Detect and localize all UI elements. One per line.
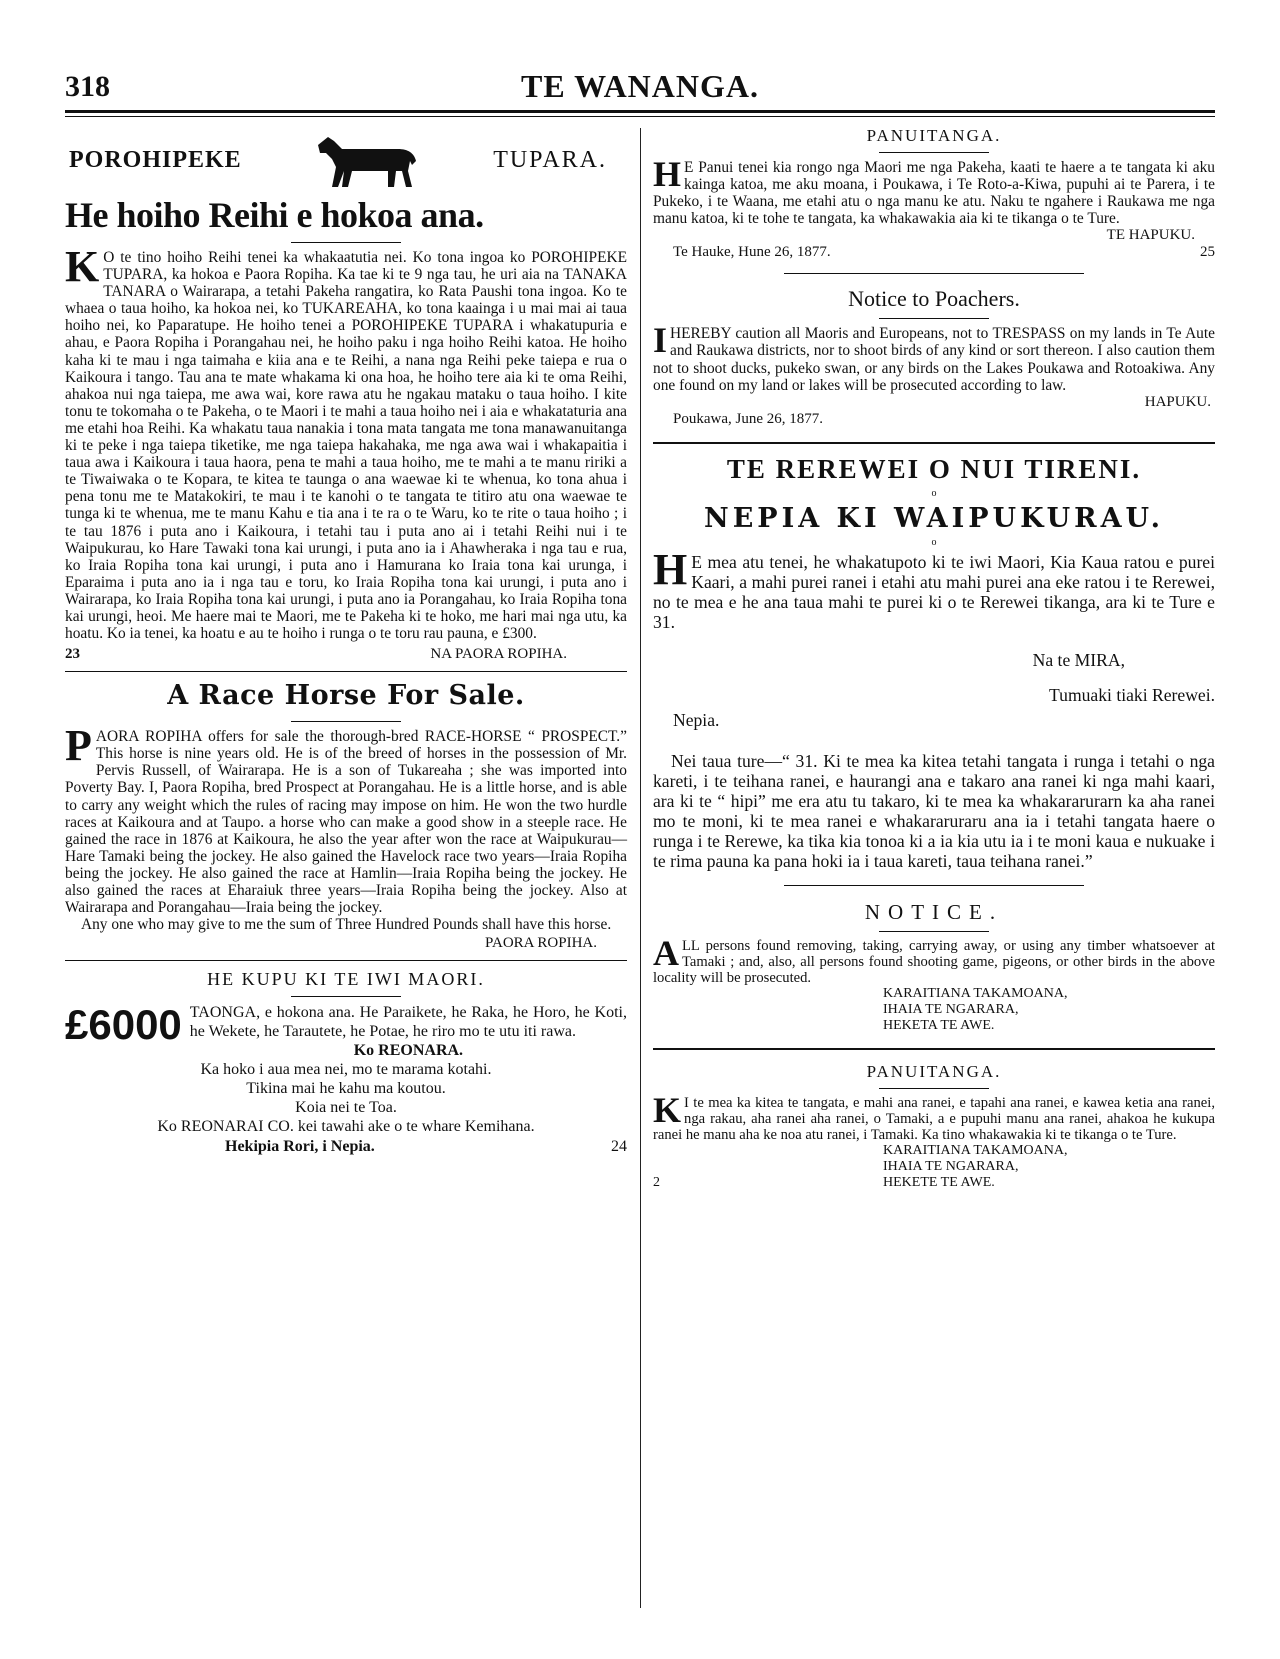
drop-cap: K bbox=[65, 242, 100, 291]
ad-line: Ka hoko i aua mea nei, mo te marama kotahi. bbox=[200, 1061, 492, 1079]
notice-footer bbox=[653, 244, 1215, 261]
drop-cap: H bbox=[653, 154, 682, 194]
railway-subtitle: NEPIA KI WAIPUKURAU. bbox=[704, 502, 1164, 534]
divider: o bbox=[931, 487, 937, 499]
notice-signatories bbox=[883, 986, 1215, 1034]
railway-signature-title: Tumuaki tiaki Rerewei. bbox=[1049, 684, 1215, 705]
section-rule bbox=[65, 671, 627, 672]
divider: o bbox=[931, 536, 937, 548]
divider bbox=[879, 152, 989, 153]
ad-body: PAORA ROPIHA offers for sale the thorough-bred RACE-HORSE “ PROSPECT.” This horse is nine years old. He is of the breed of horses in the possession of Mr. Pervis Russell, of Wairarapa. He is a son of Tukareaha ; she was imported into Poverty Bay. I, Paora Ropiha, bred Prospect at Porangahau. He is a little horse, and is able to carry any weight which the rules of racing may impose on him. He won the two hurdle races at Kaikoura and at Taupo. a horse who can make a good show in a steeple race. He gained the race in 1876 at Kaikoura, he also the year after won the race at Waipukurau—Hare Tamaki being the jockey. He also gained the Havelock race two years—Iraia Ropiha being the jockey. He also gained the race at Hamlin—Iraia Ropiha being the jockey. He also gained the races at Eharaiuk three years—Iraia Ropiha being the jockey. Also at Wairarapa and Porangahau—Iraia being the jockey. bbox=[65, 721, 627, 917]
ad-signature: NA PAORA ROPIHA. bbox=[430, 646, 567, 663]
notice-footer bbox=[653, 1143, 1215, 1191]
signatory: HEKETA TE AWE. bbox=[883, 1017, 995, 1033]
price-amount: £6000 bbox=[65, 1001, 182, 1049]
ad-signature: PAORA ROPIHA. bbox=[485, 935, 597, 952]
notice-heading: PANUITANGA. bbox=[866, 126, 1002, 145]
notice-heading: PANUITANGA. bbox=[866, 1061, 1002, 1081]
column-separator bbox=[640, 128, 641, 1608]
ad-line: Ko REONARAI CO. kei tawahi ake o te whare Kemihana. bbox=[157, 1118, 535, 1136]
drop-cap: P bbox=[65, 721, 92, 771]
railway-signature: Na te MIRA, bbox=[1032, 649, 1125, 670]
notice-to-poachers bbox=[653, 286, 1215, 427]
notice-body: H E Panui tenei kia rongo nga Maori me nga Pakeha, kaati te haere a te tangata ki aku kainga katoa, me aku moana, i Poukawa, i Te Roto-a-Kiwa, pupuhi ai te Parera, i te Pukeko, i te Waana, me etahi atu o nga manu ke atu. Naku te ngahere i Raukawa me nga manu katoa, ki te tohe te tangata, ka whakawakia aia ki te tikanga o te Ture. bbox=[653, 154, 1215, 228]
notice-body: IHEREBY caution all Maoris and Europeans, not to TRESPASS on my lands in Te Aute and Raukawa districts, nor to shoot birds of any kind or sort thereon. I also caution them not to shoot ducks, pukeko swan, or any birds on the Lakes Poukawa and Rotoakiwa. Any one found on my land or lakes will be prosecuted according to law. bbox=[653, 320, 1215, 394]
brand-name-right: TUPARA. bbox=[493, 146, 607, 173]
divider bbox=[291, 242, 401, 243]
divider bbox=[291, 721, 401, 722]
horse-silhouette-icon bbox=[312, 131, 422, 189]
railway-body: H E mea atu tenei, he whakatupoto ki te iwi Maori, Kia Kaua ratou e purei Kaari, a mahi purei ranei i etahi atu mahi purei ana eke ratou i te Rerewei, no te mea e he ana taua mahi te purei ki o te Rerewei tikanga, ara ki te Ture e 31. bbox=[653, 544, 1215, 632]
section-rule bbox=[784, 885, 1084, 886]
notice-body: ALL persons found removing, taking, carrying away, or using any timber whatsoever at Tamaki ; and, also, all persons found shooting game, pigeons, or other birds in the above locality will be prosecuted. bbox=[653, 932, 1215, 986]
notice-signature: HAPUKU. bbox=[1144, 393, 1211, 410]
newspaper-title: TE WANANGA. bbox=[521, 68, 759, 104]
divider bbox=[291, 996, 401, 997]
notice-body: K I te mea ka kitea te tangata, e mahi ana ranei, e tapahi ana ranei, e kawea ketia ana ranei, nga rakau, aha ranei aha ranei, o Tamaki, a e pupuhi manu ana ranei, ahakoa he kukupa ranei he manu aha ke noa atu ranei, i Tamaki. Ka tino whakawakia ki te tikanga o te Ture. bbox=[653, 1089, 1215, 1143]
divider bbox=[879, 931, 989, 932]
section-rule bbox=[653, 442, 1215, 444]
ad-footer bbox=[65, 646, 627, 663]
place: Nepia. bbox=[673, 709, 720, 730]
signatory: IHAIA TE NGARARA, bbox=[883, 1158, 1019, 1174]
signatory: HEKETE TE AWE. bbox=[883, 1174, 995, 1190]
ad-body: K O te tino hoiho Reihi tenei ka whakaatutia nei. Ko tona ingoa ko POROHIPEKE TUPARA, ka hokoa e Paora Ropiha. Ka tae ki te 9 nga tau, he uri aia na TANAKA TANARA o Wairarapa, a tetahi Pakeha rangatira, ko Rata Paushi tona ingoa. Ko te whaea o taua hoiho, ka hokoa nei, ko TUKAREAHA, ko tona kaainga i u mai mai ai taua hoiho nei, ko Paparatupe. He hoiho tenei a POROHIPEKE TUPARA i whakatupuria e ahau, e Paora Ropiha i Porangahau nei, he hoiho paku i nga hoiho Reihi katoa. He hoiho kaha ki te mau i nga taimaha e kiia ana e te Reihi, a nana nga Reihi peke taiepa e rua o Kaikoura i tango. Tau ana te mate whakama ki ona hoa, he hoiho tere aia ki te oma Reihi, ahakoa nui nga taiepa, me awa wai, kore rawa atu he ngakau mataku o taua hoiho. I kite tonu te tokomaha o te Pakeha, o te Maori i te mahi a taua hoiho nei i aia e whakataturia ana me etahi hoa Reihi. Ka whakatu taua nanakia i tona mata tangata me tona manawanuitanga ki te peke i nga taiepa tiketike, me nga taiepa hakahaka, me nga awa wai i whakapaitia i taua awa i Kaikoura i taua haora, pena te mahi a taua hoiho, me te mahi a te manu ririki a te Tiwaiwaka o te Kopara, te kitea te taunga o ana waewae ki te whenua, ko tona ahua i pena tonu me te Matakokiri, te mau i te kanohi o te tangata te titiro atu ona waewae te tunga ki te whenua, me te manu Kahu e tia ana i te ra o te Waru, ko te rite o taua hoiho ; i te tau 1876 i puta ano i Kaikoura, i tetahi tau i puta ano ai i tetahi Reihi nui i te Waipukurau, ko Hare Tawaki tona kai urungi, i puta ano ia i Ahawheraka i nga tau e rua, ko Iraia Ropiha tona kai urungi, i puta ano i Hamurana ko Iraia tona kai urunga, i Eparaima i puta ano ia i nga tau e toru, ko Iraia Ropiha tona kai urungi, i puta ano i Wairarapa, ko Iraia Ropiha tona kai urungi, i puta ano ia Porangahau, ko Iraia Ropiha tona kai urungi, heoi. Me haere mai te Maori, me te Pakeha ki te hoko, me hari mai nga utu, ka hoatu. Ko ia tenei, ka hoatu e au te hoiho i runga o te toru rau pauna, e £300. bbox=[65, 242, 627, 643]
ad-heading: HE KUPU KI TE IWI MAORI. bbox=[207, 969, 485, 990]
ad-body: £6000 TAONGA, e hokona ana. He Paraikete, he Raka, he Horo, he Koti, he Wekete, he Tarautete, he Potae, he riro mo te utu iti rawa. bbox=[65, 1001, 627, 1049]
page-header bbox=[65, 66, 1215, 106]
place-date: Te Hauke, Hune 26, 1877. bbox=[673, 244, 831, 261]
notice-heading: Notice to Poachers. bbox=[848, 286, 1020, 312]
notice-signature: TE HAPUKU. bbox=[1106, 227, 1195, 244]
horse-ad-english bbox=[65, 680, 627, 952]
notice-signatories bbox=[883, 1143, 1215, 1191]
kupu-ad bbox=[65, 969, 627, 1156]
header-rule bbox=[65, 110, 1215, 113]
notice-heading: NOTICE. bbox=[864, 899, 1004, 924]
page-number: 318 bbox=[65, 70, 110, 103]
ad-headline: He hoiho Reihi e hokoa ana. bbox=[65, 195, 484, 235]
railway-title: TE REREWEI O NUI TIRENI. bbox=[726, 453, 1142, 484]
signatory: IHAIA TE NGARARA, bbox=[883, 1001, 1019, 1017]
right-column bbox=[653, 122, 1215, 1191]
notice-ref-number: 2 bbox=[653, 1174, 660, 1190]
ad-closing: Any one who may give to me the sum of Three Hundred Pounds shall have this horse. bbox=[81, 916, 612, 934]
ad-ref-number: 23 bbox=[65, 646, 80, 663]
header-rule-thin bbox=[65, 116, 1215, 117]
railway-law-text: Nei taua ture—“ 31. Ki te mea ka kitea tetahi tangata i runga i tetahi o nga kareti, i te teihana ranei, e haurangi ana e takaro ana ranei ki nga mahi kaari, ara ki te “ hipi” me era atu tu takaro, ki te mea ka whakararurarn ka aha ranei mo te moni, ki te mea ranei e whakararuraru ana ia i tetahi tangata haere o runga i te Rerewe, ka tika kia tonoa ki a ia kia utu ia i te moni kaua e nukuake i te rima pauna ka pana hoki ia i taua kareti, taua teihana ranei.” bbox=[653, 750, 1215, 871]
left-column bbox=[65, 122, 627, 1156]
place-date: Poukawa, June 26, 1877. bbox=[673, 410, 823, 427]
drop-cap: A bbox=[653, 932, 679, 973]
drop-cap: H bbox=[653, 544, 688, 594]
drop-cap: K bbox=[653, 1089, 682, 1130]
horse-ad-brand-row bbox=[65, 122, 627, 192]
section-rule bbox=[784, 273, 1084, 274]
ad-line: Koia nei te Toa. bbox=[295, 1099, 397, 1117]
panuitanga-tamaki bbox=[653, 1062, 1215, 1191]
signatory: KARAITIANA TAKAMOANA, bbox=[883, 1142, 1068, 1158]
horse-ad-maori bbox=[65, 122, 627, 663]
divider bbox=[879, 1088, 989, 1089]
ad-line: Hekipia Rori, i Nepia. bbox=[225, 1138, 375, 1156]
panuitanga-hapuku bbox=[653, 126, 1215, 261]
divider bbox=[879, 318, 989, 319]
signatory: KARAITIANA TAKAMOANA, bbox=[883, 985, 1068, 1001]
ad-line: Tikina mai he kahu ma koutou. bbox=[246, 1080, 446, 1098]
ad-headline: A Race Horse For Sale. bbox=[167, 680, 525, 712]
notice-tamaki bbox=[653, 900, 1215, 1034]
drop-cap: I bbox=[653, 320, 668, 361]
ad-ref-number: 24 bbox=[611, 1138, 627, 1156]
railway-notice bbox=[653, 454, 1215, 871]
section-rule bbox=[65, 960, 627, 961]
brand-name: POROHIPEKE bbox=[69, 146, 242, 173]
ad-line: Ko REONARA. bbox=[353, 1042, 464, 1060]
ad-footer bbox=[65, 1138, 627, 1156]
section-rule bbox=[653, 1048, 1215, 1050]
notice-ref-number: 25 bbox=[1200, 244, 1215, 261]
